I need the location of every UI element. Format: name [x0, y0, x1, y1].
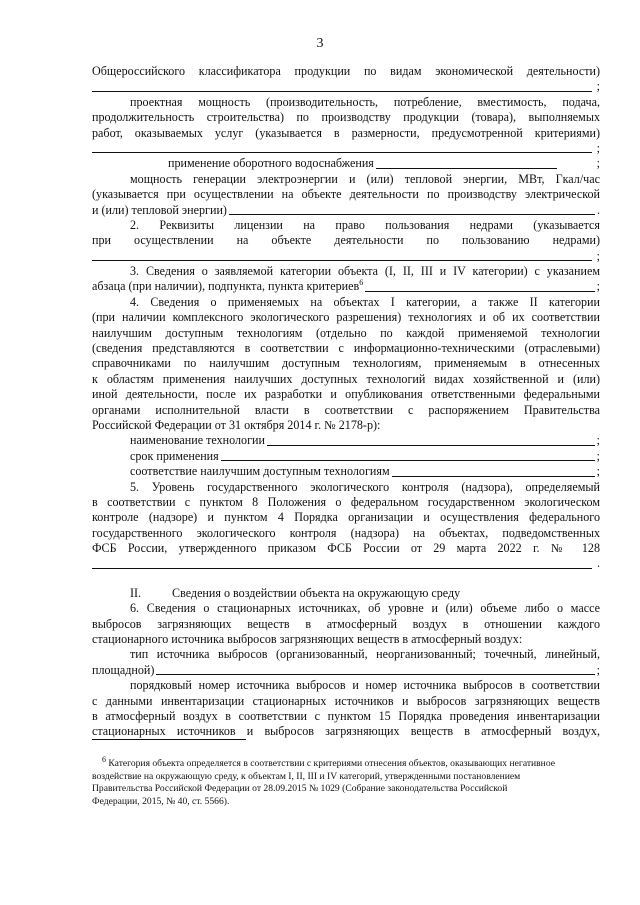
- tech-name-field: наименование технологии ;: [130, 433, 600, 448]
- category-field: абзаца (при наличии), подпункта, пункта критериев$^6$ ;: [92, 278, 600, 294]
- text-line: продолжительность строительства) по производству продукции (товара), выполняемых: [92, 110, 600, 125]
- text-line: (указывается при осуществлении на объекте деятельности по производству электрической: [92, 187, 600, 202]
- footnote-separator: [92, 739, 246, 740]
- fill-line: ;: [92, 249, 600, 264]
- text-line: контроле (надзоре) и пунктом 4 Порядка организации и осуществления федерального: [92, 510, 600, 525]
- water-field: применение оборотного водоснабжения ;: [168, 156, 600, 171]
- text-line: ФСБ России, утвержденного приказом ФСБ России от 29 марта 2022 г. № 128: [92, 541, 600, 556]
- text-line: стационарных источников и выбросов загрязняющих веществ в атмосферный воздух,: [92, 724, 600, 739]
- text-line: 6. Сведения о стационарных источниках, об уровне и (или) объеме либо о массе: [130, 601, 600, 616]
- text-line: иной деятельности, после их разработки и опубликования ответственными федеральными: [92, 387, 600, 402]
- source-type-field: площадной) ;: [92, 662, 600, 677]
- fill-line: ;: [92, 141, 600, 156]
- text-line: 4. Сведения о применяемых на объектах I категории, а также II категории: [130, 294, 600, 309]
- power-field: и (или) тепловой энергии) .: [92, 202, 600, 217]
- document-body: [92, 64, 600, 740]
- text-line: Общероссийского классификатора продукции по видам экономической деятельности): [92, 64, 600, 78]
- text-line: государственного экологического контроля (надзора) на объектах, подведомственных: [92, 525, 600, 540]
- footnote: [92, 754, 600, 808]
- text-line: органами исполнительной власти в соответствии с распоряжением Правительства: [92, 402, 600, 417]
- text-line: 2. Реквизиты лицензии на право пользования недрами (указывается: [130, 217, 600, 232]
- text-line: в соответствии с пунктом 8 Положения о федеральном государственном экологическом: [92, 494, 600, 509]
- fill-line: .: [92, 557, 600, 572]
- text-line: работ, оказываемых услуг (указывается в размерности, предусмотренной критериями): [92, 125, 600, 140]
- fill-line: ;: [92, 79, 600, 94]
- text-line: 3. Сведения о заявляемой категории объекта (I, II, III и IV категории) с указанием: [130, 264, 600, 279]
- text-line: в атмосферный воздух в соответствии с пунктом 15 Порядка проведения инвентаризации: [92, 709, 600, 724]
- text-line: (сведения представляются в соответствии с информационно-техническими (отраслевыми): [92, 341, 600, 356]
- text-line: с данными инвентаризации стационарных источников и выбросов загрязняющих веществ: [92, 693, 600, 708]
- page-number: 3: [316, 36, 324, 51]
- text-line: при осуществлении на объекте деятельности по пользованию недрами): [92, 233, 600, 248]
- text-line: порядковый номер источника выбросов и номер источника выбросов в соответствии: [130, 678, 600, 693]
- footnote-ref: 6: [359, 278, 364, 288]
- text-line: (при наличии комплексного экологического разрешения) технологиях и об их соответствии: [92, 310, 600, 325]
- text-line: стационарного источника выбросов загрязняющих веществ в атмосферный воздух:: [92, 632, 523, 647]
- section-heading: II. Сведения о воздействии объекта на окружающую среду: [130, 585, 461, 600]
- text-line: проектная мощность (производительность, потребление, вместимость, подача,: [130, 94, 600, 109]
- text-line: мощность генерации электроэнергии и (или) тепловой энергии, МВт, Гкал/час: [130, 171, 600, 186]
- text-line: наилучшим доступным технологиям (отдельно по каждой применяемой технологии: [92, 325, 600, 340]
- footnote-line: $^6$ Категория объекта определяется в соответствии с критериями отнесения объектов, оказывающих негативное: [102, 754, 555, 769]
- text-line: тип источника выбросов (организованный, неорганизованный; точечный, линейный,: [130, 647, 600, 662]
- text-line: 5. Уровень государственного экологического контроля (надзора), определяемый: [130, 479, 600, 494]
- footnote-line: воздействие на окружающую среду, к объектам I, II, III и IV категорий, утвержденными постановлением: [92, 770, 521, 782]
- tech-match-field: соответствие наилучшим доступным технологиям ;: [130, 464, 600, 479]
- text-line: к областям применения наилучших доступных технологий видах хозяйственной и (или): [92, 371, 600, 386]
- footnote-line: Федерации, 2015, № 40, ст. 5566).: [92, 795, 230, 807]
- text-line: Российской Федерации от 31 октября 2014 г. № 2178-р):: [92, 417, 381, 432]
- tech-term-field: срок применения ;: [130, 448, 600, 463]
- text-line: справочниками по наилучшим доступным технологиям, применяемым в отнесенных: [92, 356, 600, 371]
- text-line: выбросов загрязняющих веществ в атмосферный воздух в отношении каждого: [92, 616, 600, 631]
- footnote-line: Правительства Российской Федерации от 28.09.2015 № 1029 (Собрание законодательства Российской: [92, 783, 508, 795]
